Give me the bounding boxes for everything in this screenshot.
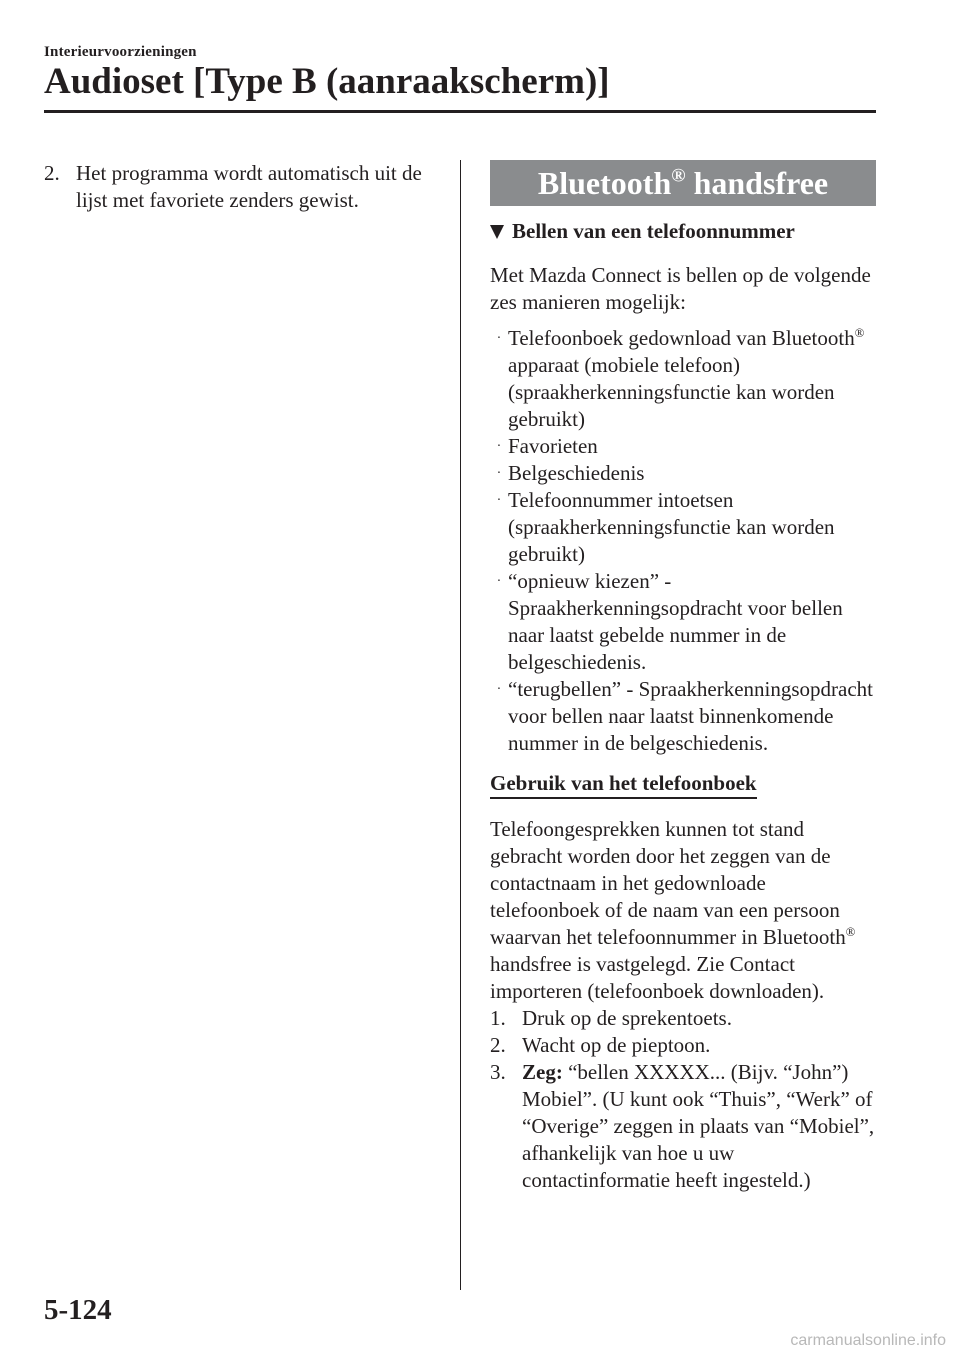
step-text: Wacht op de pieptoon.	[522, 1033, 711, 1057]
list-item-text	[508, 325, 878, 433]
item-text: Het programma wordt automatisch uit de lijst met favoriete zenders gewist.	[76, 161, 422, 212]
step-number: 1.	[490, 1006, 506, 1030]
subheading-text: Bellen van een telefoonnummer	[512, 219, 795, 243]
subheading	[490, 218, 878, 245]
bullet-dot: ·	[496, 331, 502, 346]
list-item-text: “terugbellen” - Spraakherkenningsopdracht voor bellen naar laatst binnenkomende nummer in de belgeschiedenis.	[508, 677, 874, 755]
left-column	[44, 160, 444, 214]
list-item-text: “opnieuw kiezen” - Spraakherkenningsopdracht voor bellen naar laatst gebelde nummer in de belgeschiedenis.	[508, 569, 843, 674]
banner-title-rest: handsfree	[685, 165, 829, 201]
banner-registered-mark: ®	[671, 165, 686, 187]
step-item	[490, 1059, 878, 1194]
item-number: 2.	[44, 161, 60, 185]
underlined-heading: Gebruik van het telefoonboek	[490, 771, 757, 799]
right-column	[490, 160, 878, 1194]
list-item	[490, 487, 878, 568]
list-item-text: Favorieten	[508, 434, 598, 458]
intro-paragraph: Met Mazda Connect is bellen op de volgende zes manieren mogelijk:	[490, 263, 871, 314]
column-divider	[460, 160, 461, 1290]
step-text: Druk op de sprekentoets.	[522, 1006, 732, 1030]
text-segment: “bellen XXXXX... (Bijv. “John”) Mobiel”. (U kunt ook “Thuis”, “Werk” of “Overige” zeggen in plaats van “Mobiel”, afhankelijk van hoe u uw contactinformatie heeft ingesteld.)	[522, 1060, 875, 1192]
bullet-dot: ·	[496, 682, 502, 697]
text-segment: apparaat (mobiele telefoon) (spraakherkenningsfunctie kan worden gebruikt)	[508, 353, 835, 431]
registered-mark: ®	[845, 924, 856, 939]
text-segment: Telefoonboek gedownload van Bluetooth	[508, 326, 855, 350]
list-item	[490, 568, 878, 676]
numbered-item	[44, 160, 444, 214]
step-number: 3.	[490, 1060, 506, 1084]
section-banner	[490, 160, 876, 206]
text-segment: Telefoongesprekken kunnen tot stand gebracht worden door het zeggen van de contactnaam in het gedownloade telefoonboek of de naam van een persoon waarvan het telefoonnummer in Bluetooth	[490, 817, 846, 949]
list-item	[490, 325, 878, 433]
bullet-dot: ·	[496, 493, 502, 508]
page-title: Audioset [Type B (aanraakscherm)]	[44, 61, 610, 102]
step-item	[490, 1005, 878, 1032]
bullet-dot: ·	[496, 439, 502, 454]
step-text	[522, 1059, 878, 1194]
bullet-list	[490, 325, 878, 757]
bullet-dot: ·	[496, 574, 502, 589]
list-item-text: Telefoonnummer intoetsen (spraakherkenningsfunctie kan worden gebruikt)	[508, 488, 835, 566]
watermark: carmanualsonline.info	[790, 1332, 946, 1349]
list-item	[490, 676, 878, 757]
phonebook-paragraph	[490, 816, 878, 1005]
list-item	[490, 460, 878, 487]
step-item	[490, 1032, 878, 1059]
step-list	[490, 1005, 878, 1194]
banner-title: Bluetooth	[537, 165, 672, 201]
step-number: 2.	[490, 1033, 506, 1057]
bullet-dot: ·	[496, 466, 502, 481]
text-segment: handsfree is vastgelegd. Zie Contact importeren (telefoonboek downloaden).	[490, 952, 825, 1003]
title-rule	[44, 110, 876, 113]
section-label: Interieurvoorzieningen	[44, 44, 197, 60]
registered-mark: ®	[854, 325, 865, 340]
list-item	[490, 433, 878, 460]
page-number: 5-124	[44, 1294, 112, 1326]
step-bold-label: Zeg:	[522, 1060, 563, 1084]
list-item-text: Belgeschiedenis	[508, 461, 645, 485]
triangle-down-icon	[490, 225, 504, 239]
